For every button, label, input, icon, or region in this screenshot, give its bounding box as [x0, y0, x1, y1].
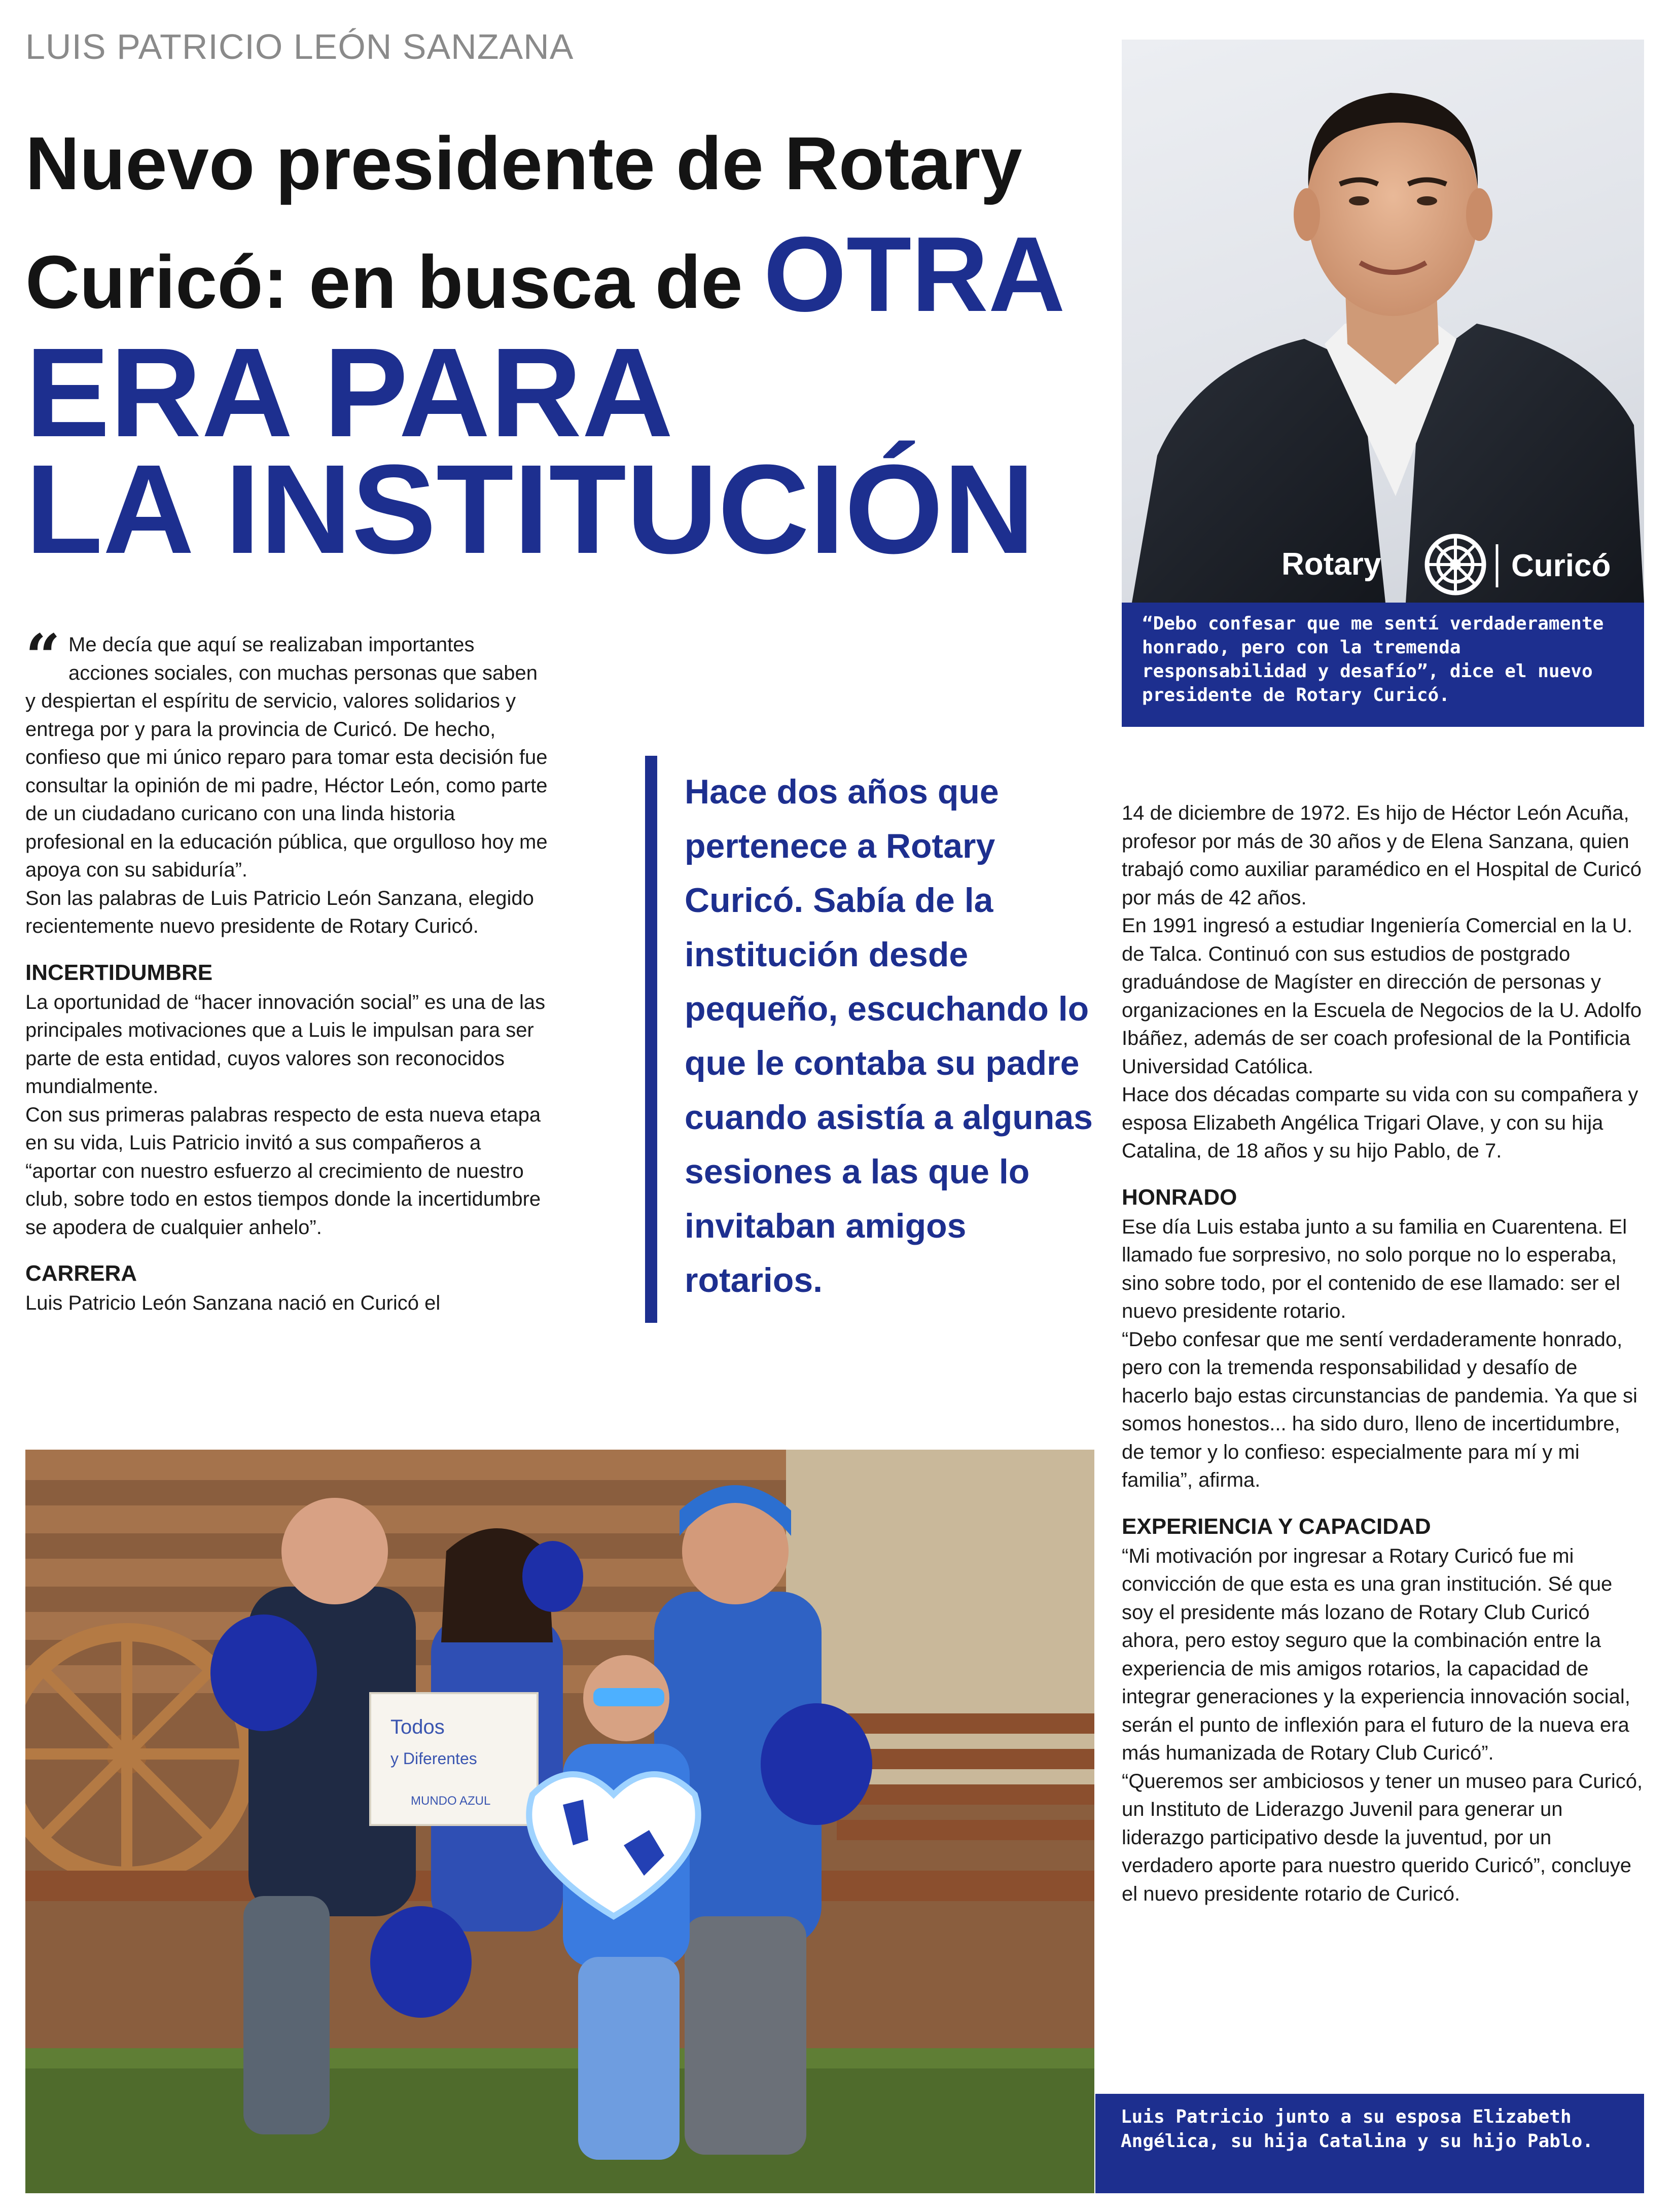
honrado-paragraph-1: Ese día Luis estaba junto a su familia en Cuarentena. El llamado fue sorpresivo, no solo porque no lo esperaba, sino sobre todo, por el contenido de ese llamado: ser el nuevo presidente rotario.	[1122, 1215, 1627, 1322]
headline-line-3: ERA PARA	[25, 322, 673, 463]
intro-quote-text: Me decía que aquí se realizaban importantes acciones sociales, con muchas personas que saben y despiertan el espíritu de servicio, valores solidarios y entrega por y para la provincia de Curicó. De hecho, confieso que mi único reparo para tomar esta decisión fue consultar la opinión de mi padre, Héctor León, como parte de un ciudadano curicano con una linda historia profesional en la educación pública, que orgulloso hoy me apoya con su sabiduría”.	[25, 634, 548, 881]
pull-quote: Hace dos años que pertenece a Rotary Curicó. Sabía de la institución desde pequeño, escuchando lo que le contaba su padre cuando asistía a algunas sesiones a las que lo invitaban amigos rotarios.	[685, 773, 1093, 1300]
rotary-logo-text: Rotary	[1281, 547, 1381, 582]
sign-line-3: MUNDO AZUL	[411, 1794, 491, 1808]
experiencia-paragraph-1: “Mi motivación por ingresar a Rotary Curicó fue mi convicción de que esta es una gran institución. Sé que soy el presidente más lozano de Rotary Club Curicó ahora, pero estoy seguro que la combinación entre la experiencia de mis amigos rotarios, la capacidad de integrar generaciones y la experiencia innovación social, serán el punto de inflexión para el futuro de la nueva era más humanizada de Rotary Club Curicó”.	[1122, 1544, 1630, 1764]
headline-line-1: Nuevo presidente de Rotary	[25, 122, 1022, 205]
handmade-sign	[370, 1693, 538, 1825]
headline-line-2-blue: OTRA	[763, 215, 1065, 334]
honrado-paragraph-2: “Debo confesar que me sentí verdaderamente honrado, pero con la tremenda responsabilidad y desafío de hacerlo bajo estas circunstancias de pandemia. Ya que si somos honestos... ha sido duro, lleno de incertidumbre, de temor y lo confieso: especialmente para mí y mi familia”, afirma.	[1122, 1328, 1637, 1491]
intro-quote-paragraph	[25, 621, 548, 885]
headline-line-2	[25, 213, 1065, 336]
rotary-wheel-icon	[1427, 536, 1484, 593]
carrera-paragraph-2: 14 de diciembre de 1972. Es hijo de Héctor León Acuña, profesor por más de 30 años y de Elena Sanzana, quien trabajó como auxiliar paramédico en el Hospital de Curicó por más de 42 años.	[1122, 802, 1642, 909]
family-photo	[25, 1450, 1094, 2193]
section-title-carrera: CARRERA	[25, 1261, 137, 1286]
quote-mark-icon: “	[25, 621, 61, 692]
intro-attribution: Son las palabras de Luis Patricio León Sanzana, elegido recientemente nuevo presidente de Rotary Curicó.	[25, 887, 534, 937]
article-column-1	[25, 621, 548, 1318]
incertidumbre-paragraph-2: Con sus primeras palabras respecto de esta nueva etapa en su vida, Luis Patricio invitó a sus compañeros a “aportar con nuestro esfuerzo al crecimiento de nuestro club, sobre todo en estos tiempos donde la incertidumbre se apodera de cualquier anhelo”.	[25, 1103, 541, 1239]
curico-logo-text: Curicó	[1511, 548, 1611, 583]
article-column-3	[1122, 799, 1644, 1908]
family-photo-caption: Luis Patricio junto a su esposa Elizabeth Angélica, su hija Catalina y su hijo Pablo.	[1095, 2094, 1644, 2193]
sign-line-1: Todos	[390, 1716, 445, 1738]
section-title-experiencia: EXPERIENCIA Y CAPACIDAD	[1122, 1514, 1431, 1539]
carrera-paragraph-3: En 1991 ingresó a estudiar Ingeniería Comercial en la U. de Talca. Continuó con sus estudios de postgrado graduándose de Magíster en dirección de personas y organizaciones en la Escuela de Negocios de la U. Adolfo Ibáñez, además de ser coach profesional de la Pontificia Universidad Católica.	[1122, 915, 1642, 1078]
author-kicker: LUIS PATRICIO LEÓN SANZANA	[25, 27, 574, 66]
family-illustration	[25, 1450, 1094, 2193]
pull-quote-bar	[645, 756, 657, 1323]
incertidumbre-paragraph-1: La oportunidad de “hacer innovación social” es una de las principales motivaciones que a Luis le impulsan para ser parte de esta entidad, cuyos valores son reconocidos mundialmente.	[25, 991, 546, 1098]
section-title-incertidumbre: INCERTIDUMBRE	[25, 960, 213, 985]
headline-line-2-dark: Curicó: en busca de	[25, 240, 743, 324]
portrait-illustration	[1122, 40, 1644, 603]
carrera-paragraph-4: Hace dos décadas comparte su vida con su compañera y esposa Elizabeth Angélica Trigari Olave, y con su hija Catalina, de 18 años y su hijo Pablo, de 7.	[1122, 1083, 1638, 1162]
headline-line-4: LA INSTITUCIÓN	[25, 438, 1035, 580]
experiencia-paragraph-2: “Queremos ser ambiciosos y tener un museo para Curicó, un Instituto de Liderazgo Juvenil para generar un liderazgo participativo desde la juventud, por un verdadero aporte para nuestro querido Curicó”, concluye el nuevo presidente rotario de Curicó.	[1122, 1770, 1643, 1905]
carrera-paragraph-1: Luis Patricio León Sanzana nació en Curicó el	[25, 1292, 441, 1314]
portrait-caption: “Debo confesar que me sentí verdaderamente honrado, pero con la tremenda responsabilidad y desafío”, dice el nuevo presidente de Rotary Curicó.	[1122, 603, 1644, 727]
portrait-photo	[1122, 40, 1644, 603]
section-title-honrado: HONRADO	[1122, 1184, 1237, 1210]
sign-line-2: y Diferentes	[390, 1749, 477, 1768]
